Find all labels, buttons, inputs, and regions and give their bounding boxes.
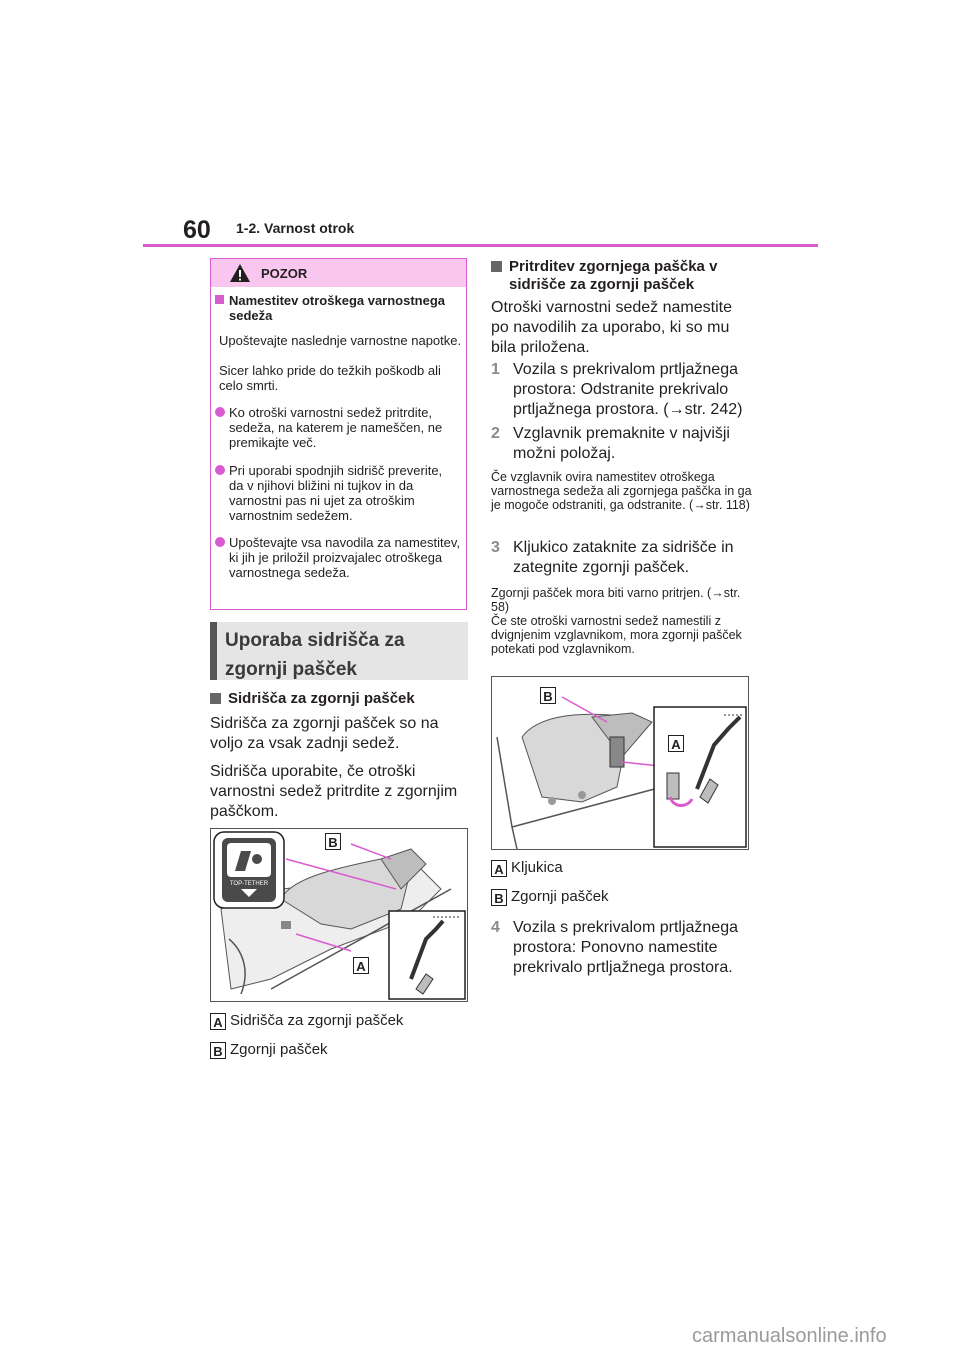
step-number: 3 bbox=[491, 539, 500, 556]
square-bullet-icon bbox=[491, 261, 502, 272]
step-3 bbox=[491, 538, 753, 578]
legend-item bbox=[210, 1041, 468, 1059]
legend-key: B bbox=[210, 1042, 226, 1059]
square-bullet-icon bbox=[215, 295, 224, 304]
step-number: 1 bbox=[491, 361, 500, 378]
legend-item bbox=[210, 1012, 468, 1030]
legend-text: Zgornji pašček bbox=[230, 1041, 328, 1058]
caution-heading bbox=[215, 293, 460, 323]
legend-key: A bbox=[210, 1013, 226, 1030]
step-1 bbox=[491, 360, 753, 420]
step-3-note-b: Če ste otroški varnostni sedež namestili z dvignjenim vzglavnikom, mora zgornji pašček potekati pod vzglavnikom. bbox=[491, 614, 742, 656]
watermark-link[interactable]: carmanualsonline.info bbox=[692, 1325, 887, 1347]
left-paragraph-2: Sidrišča uporabite, če otroški varnostni sedež pritrdite z zgornjim paščkom. bbox=[210, 763, 458, 820]
caution-bullet bbox=[215, 405, 460, 450]
legend-key: B bbox=[491, 889, 507, 906]
right-subheading-text: Pritrditev zgornjega paščka v sidrišče za zgornji pašček bbox=[509, 258, 718, 293]
figure-label-b: B bbox=[325, 833, 341, 850]
left-subheading bbox=[210, 690, 468, 708]
step-text: Vzglavnik premaknite v najvišji možni položaj. bbox=[513, 425, 730, 462]
section-heading bbox=[210, 622, 468, 680]
caution-heading-text: Namestitev otroškega varnostnega sedeža bbox=[229, 293, 446, 323]
left-paragraph-1: Sidrišča za zgornji pašček so na voljo za vsak zadnji sedež. bbox=[210, 715, 439, 752]
caution-bullet-text: Pri uporabi spodnjih sidrišč preverite, da v njihovi bližini ni tujkov in da varnostni pas ni ujet za otroškim varnostnim sedežem. bbox=[229, 463, 443, 523]
header-rule bbox=[143, 244, 818, 247]
legend-text: Sidrišča za zgornji pašček bbox=[230, 1012, 404, 1029]
caution-box bbox=[210, 258, 467, 610]
right-intro: Otroški varnostni sedež namestite po navodilih za uporabo, ki so mu bila priložena. bbox=[491, 299, 732, 356]
top-tether-label: TOP-TETHER bbox=[229, 881, 269, 887]
legend-text: Zgornji pašček bbox=[511, 888, 609, 905]
tether-anchor-illustration bbox=[211, 829, 467, 1001]
step-text: Kljukico zataknite za sidrišče in zategnite zgornji pašček. bbox=[513, 539, 734, 576]
circle-bullet-icon bbox=[215, 407, 225, 417]
caution-bullet bbox=[215, 535, 460, 580]
caution-bullet-text: Ko otroški varnostni sedež pritrdite, sedeža, na katerem je nameščen, ne premikajte več. bbox=[229, 405, 443, 450]
step-2-note: Če vzglavnik ovira namestitev otroškega varnostnega sedeža ali zgornjega paščka in ga je mogoče odstraniti, ga odstranite. (→str. 118) bbox=[491, 470, 752, 512]
legend-item bbox=[491, 859, 749, 877]
step-4 bbox=[491, 918, 753, 978]
section-title: 1-2. Varnost otrok bbox=[236, 220, 355, 236]
step-number: 4 bbox=[491, 919, 500, 936]
right-subheading bbox=[491, 258, 753, 294]
tether-hook-figure bbox=[491, 676, 749, 850]
step-3-note-a: Zgornji pašček mora biti varno pritrjen. (→str. 58) bbox=[491, 586, 741, 614]
page-number: 60 bbox=[183, 216, 211, 244]
tether-hook-illustration bbox=[492, 677, 748, 849]
square-bullet-icon bbox=[210, 693, 221, 704]
caution-header bbox=[211, 259, 466, 287]
circle-bullet-icon bbox=[215, 465, 225, 475]
step-text: Vozila s prekrivalom prtljažnega prostora: Odstranite prekrivalo prtljažnega prostora. (→str. 242) bbox=[513, 361, 743, 418]
step-number: 2 bbox=[491, 425, 500, 442]
step-2 bbox=[491, 424, 753, 464]
circle-bullet-icon bbox=[215, 537, 225, 547]
section-heading-text: Uporaba sidrišča za zgornji pašček bbox=[225, 630, 405, 680]
legend-key: A bbox=[491, 860, 507, 877]
figure-label-a: A bbox=[353, 957, 369, 974]
figure-label-a: A bbox=[668, 735, 684, 752]
caution-bullet-text: Upoštevajte vsa navodila za namestitev, ki jih je priložil proizvajalec otroškega varnostnega sedeža. bbox=[229, 535, 460, 580]
caution-intro2: Sicer lahko pride do težkih poškodb ali celo smrti. bbox=[219, 363, 441, 393]
legend-text: Kljukica bbox=[511, 859, 563, 876]
legend-item bbox=[491, 888, 749, 906]
step-text: Vozila s prekrivalom prtljažnega prostora: Ponovno namestite prekrivalo prtljažnega prostora. bbox=[513, 919, 738, 976]
caution-bullet bbox=[215, 463, 460, 523]
figure-label-b: B bbox=[540, 687, 556, 704]
caution-intro: Upoštevajte naslednje varnostne napotke. bbox=[219, 333, 462, 348]
warning-triangle-icon bbox=[229, 263, 251, 283]
tether-anchor-figure bbox=[210, 828, 468, 1002]
left-subheading-text: Sidrišča za zgornji pašček bbox=[228, 690, 415, 707]
caution-title: POZOR bbox=[261, 266, 308, 281]
